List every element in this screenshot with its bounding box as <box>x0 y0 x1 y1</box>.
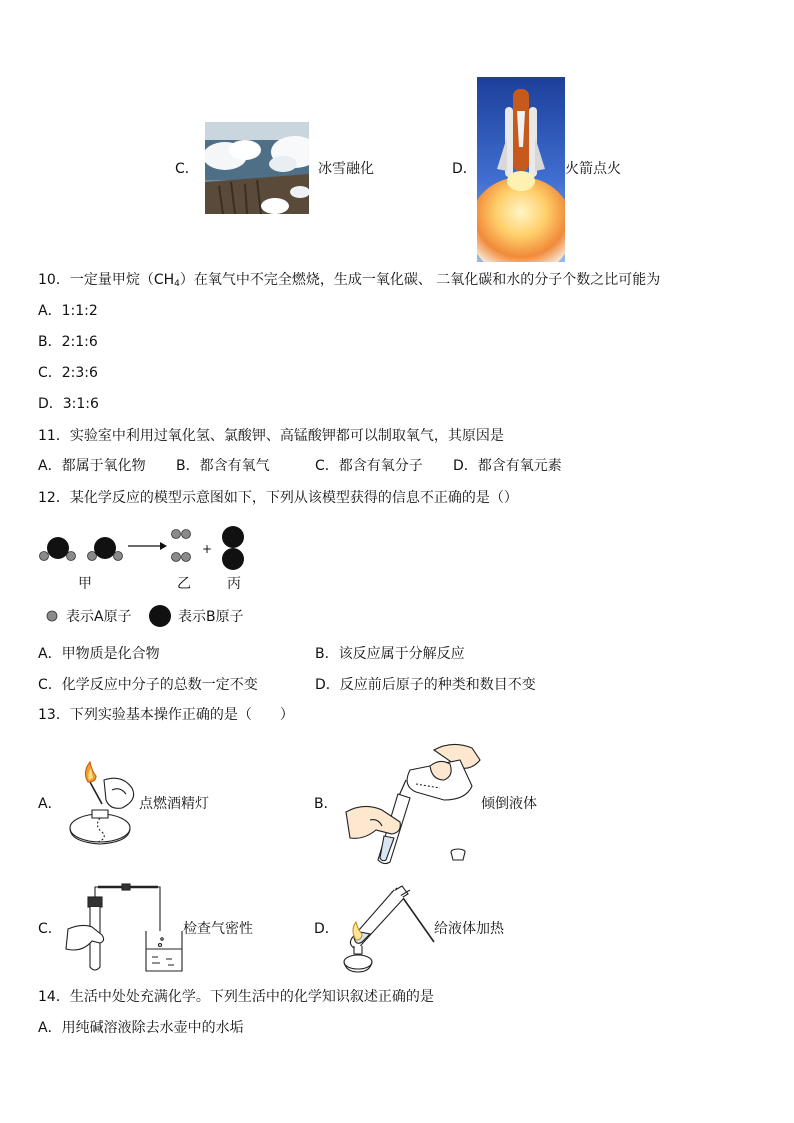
legend-atom-a-icon <box>46 610 58 622</box>
q10-stem-part1: 10．一定量甲烷（CH <box>38 272 175 288</box>
legend-atom-b-text: 表示B原子 <box>178 609 244 625</box>
q9-option-c-text: 冰雪融化 <box>318 161 374 177</box>
q10-option-a: A．1:1:2 <box>38 303 98 319</box>
legend-atom-b-icon <box>148 604 172 628</box>
reaction-model-diagram <box>36 524 256 574</box>
q10-option-b: B．2:1:6 <box>38 334 98 350</box>
lighting-alcohol-lamp-drawing <box>62 760 140 848</box>
q11-option-d: D．都含有氧元素 <box>453 458 562 474</box>
q12-option-c: C．化学反应中分子的总数一定不变 <box>38 677 258 693</box>
q12-option-a: A．甲物质是化合物 <box>38 646 160 662</box>
q12-option-b: B．该反应属于分解反应 <box>315 646 465 662</box>
q13-option-d-text: 给液体加热 <box>434 921 504 937</box>
q11-stem: 11．实验室中利用过氧化氢、氯酸钾、高锰酸钾都可以制取氧气，其原因是 <box>38 428 504 444</box>
atom-a-icon <box>114 552 123 561</box>
plus-sign: + <box>202 542 213 556</box>
atom-a-icon <box>67 552 76 561</box>
atom-a-icon <box>172 553 181 562</box>
q13-option-c-text: 检查气密性 <box>183 921 253 937</box>
q11-option-a: A．都属于氧化物 <box>38 458 146 474</box>
q11-option-b: B．都含有氧气 <box>176 458 270 474</box>
legend-atom-a-text: 表示A原子 <box>66 609 132 625</box>
q9-option-d-letter: D． <box>452 161 477 177</box>
q13-stem: 13．下列实验基本操作正确的是（ ） <box>38 707 294 723</box>
rocket-launch-photo <box>477 77 565 262</box>
q12-option-d: D．反应前后原子的种类和数目不变 <box>315 677 536 693</box>
q10-stem-part2: ）在氧气中不完全燃烧，生成一氧化碳、 二氧化碳和水的分子个数之比可能为 <box>179 272 661 288</box>
q10-stem <box>38 273 660 289</box>
q10-stem-subscript: 4 <box>174 279 180 289</box>
q14-option-a: A．用纯碱溶液除去水壶中的水垢 <box>38 1020 244 1036</box>
q13-option-d-letter: D． <box>314 921 339 937</box>
q11-option-c: C．都含有氧分子 <box>315 458 423 474</box>
atom-b-icon <box>94 537 116 559</box>
atom-b-icon <box>222 526 244 548</box>
q10-option-c: C．2:3:6 <box>38 365 98 381</box>
q14-stem: 14．生活中处处充满化学。下列生活中的化学知识叙述正确的是 <box>38 989 434 1005</box>
atom-a-icon <box>182 530 191 539</box>
heating-liquid-drawing <box>340 882 440 974</box>
gas-tightness-check-drawing <box>62 883 184 975</box>
q13-option-b-text: 倾倒液体 <box>481 796 537 812</box>
pouring-liquid-drawing <box>340 740 490 868</box>
atom-a-icon <box>172 530 181 539</box>
label-bing: 丙 <box>227 576 241 592</box>
label-jia: 甲 <box>78 576 92 592</box>
atom-a-icon <box>182 553 191 562</box>
atom-a-icon <box>40 552 49 561</box>
q10-option-d: D．3:1:6 <box>38 396 99 412</box>
q9-option-c-letter: C． <box>175 161 199 177</box>
label-yi: 乙 <box>177 576 191 592</box>
snow-melting-photo <box>205 122 309 214</box>
atom-b-icon <box>222 548 244 570</box>
q12-stem: 12．某化学反应的模型示意图如下，下列从该模型获得的信息不正确的是（） <box>38 490 518 506</box>
q13-option-b-letter: B． <box>314 796 338 812</box>
q9-option-d-text: 火箭点火 <box>565 161 621 177</box>
q13-option-a-text: 点燃酒精灯 <box>139 796 209 812</box>
q13-option-a-letter: A． <box>38 796 62 812</box>
atom-b-icon <box>47 537 69 559</box>
q13-option-c-letter: C． <box>38 921 62 937</box>
